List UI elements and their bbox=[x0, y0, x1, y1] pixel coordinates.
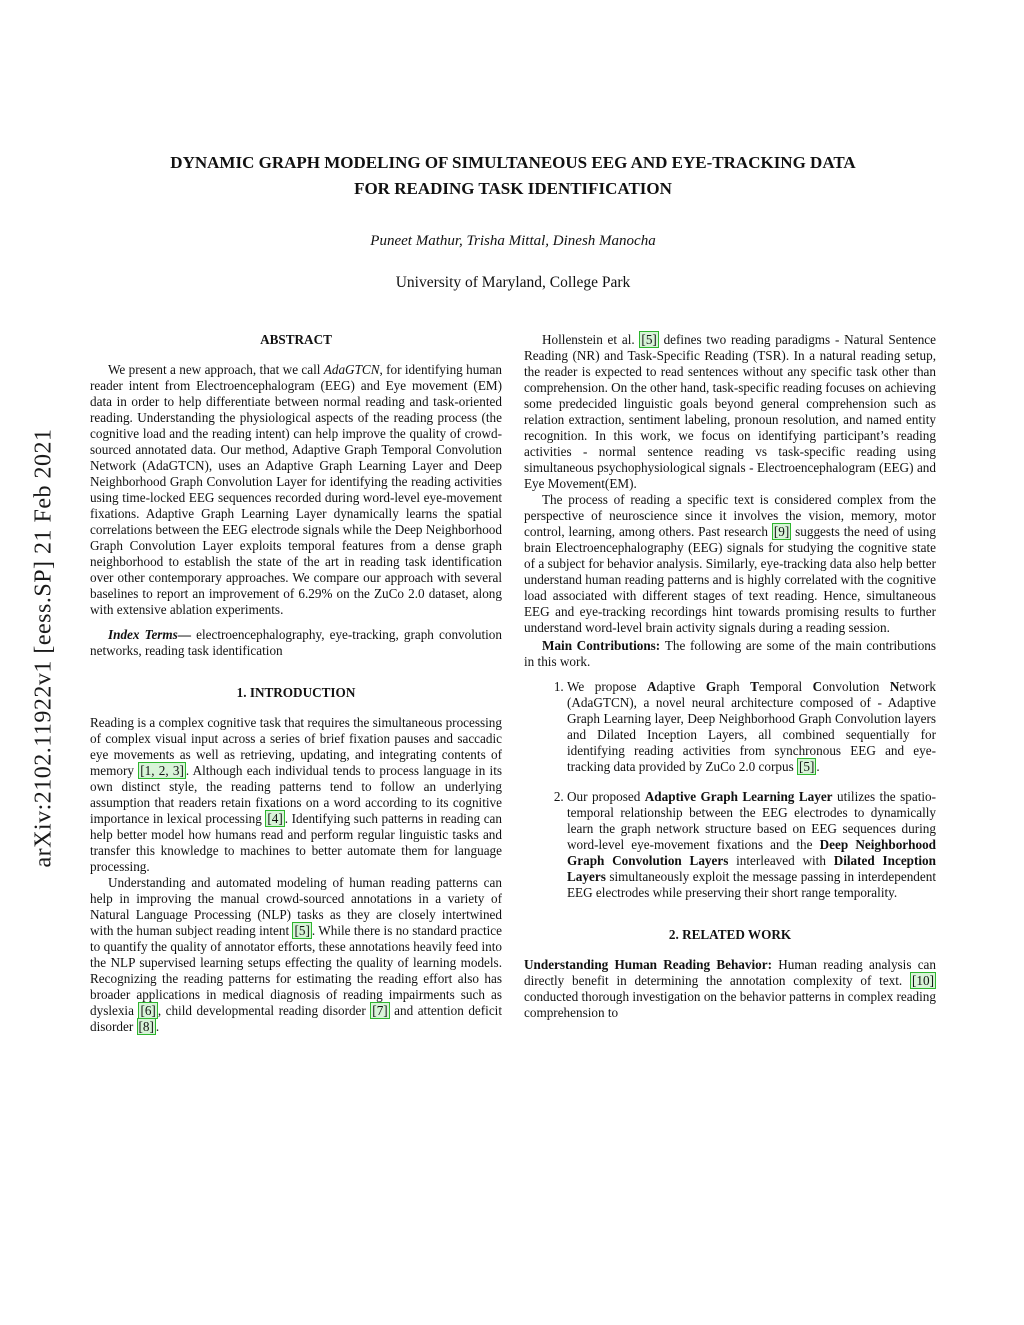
reading-process-paragraph bbox=[524, 492, 936, 636]
index-terms-paragraph bbox=[90, 627, 502, 659]
text-run: . Identifying such patterns in reading can help better model how humans read and perform regular linguistic tasks and transfer this knowledge to machines to better automate them for language processing. bbox=[90, 810, 503, 874]
text-run: Deep Neighborhood Graph Convolution Layers bbox=[567, 836, 936, 868]
title-line-2: FOR READING TASK IDENTIFICATION bbox=[354, 179, 672, 199]
text-run: AdaGTCN bbox=[323, 361, 380, 377]
paper-content bbox=[90, 150, 936, 1035]
text-run: C bbox=[812, 678, 823, 694]
text-run: . While there is no standard practice to quantify the quality of annotator efforts, these annotations heavily feed into the NLP supervised learning setups effecting the quality of learning models. Recognizing the reading patterns for estimating the reading effort also has broader applications in medical diagnosis of reading impairments such as dyslexia bbox=[90, 922, 502, 1018]
text-run: simultaneously exploit the message passing in interdependent EEG electrodes while preserving their short range temporality. bbox=[567, 868, 936, 900]
citation-link[interactable]: [6] bbox=[140, 1002, 156, 1018]
text-run: . bbox=[155, 1018, 160, 1034]
text-run: The following are some of the main contributions in this work. bbox=[524, 637, 937, 669]
paper-title bbox=[90, 150, 936, 203]
contribution-item-2 bbox=[567, 789, 936, 901]
text-run: daptive bbox=[656, 678, 706, 694]
text-run: The process of reading a specific text is considered complex from the perspective of neuroscience since it involves the vision, memory, motor control, learning, among others. Past research bbox=[524, 491, 936, 539]
intro-paragraph-1 bbox=[90, 715, 502, 875]
related-work-paragraph bbox=[524, 957, 936, 1021]
text-run: We present a new approach, that we call bbox=[108, 361, 324, 377]
text-run: We propose bbox=[567, 678, 648, 694]
text-run: utilizes the spatio-temporal relationship between the EEG electrodes to dynamically learn the graph network structure based on EEG sequences during word-level eye-movement fixations and the bbox=[567, 788, 937, 852]
contributions-list bbox=[524, 679, 936, 901]
text-run: electroencephalography, eye-tracking, graph convolution networks, reading task identification bbox=[90, 626, 502, 658]
citation-link[interactable]: [5] bbox=[641, 331, 657, 347]
reading-paradigms-paragraph bbox=[524, 332, 936, 492]
text-run: . Although each individual tends to process language in its own distinct style, the reading patterns tend to follow an underlying assumption that readers retain fixations on a word according to its cognitive importance in lexical processing bbox=[90, 762, 502, 826]
text-run: Main Contributions: bbox=[542, 637, 665, 653]
left-column bbox=[90, 332, 502, 1035]
abstract-paragraph bbox=[90, 362, 502, 618]
text-run: onvolution bbox=[822, 678, 890, 694]
text-run: Understanding and automated modeling of human reading patterns can help in improving the manual crowd-sourced annotations in a variety of Natural Language Processing (NLP) tasks as they are closely intertwined with the human subject reading intent bbox=[90, 874, 502, 938]
text-run: Adaptive Graph Learning Layer bbox=[644, 788, 833, 804]
abstract-heading: ABSTRACT bbox=[260, 331, 332, 347]
text-run: interleaved with bbox=[728, 852, 834, 868]
text-run: raph bbox=[716, 678, 751, 694]
text-run: Index Terms— bbox=[108, 626, 197, 642]
main-contributions-paragraph bbox=[524, 638, 936, 670]
text-run: A bbox=[647, 678, 657, 694]
citation-link[interactable]: [4] bbox=[267, 810, 283, 826]
citation-link[interactable]: [7] bbox=[372, 1002, 388, 1018]
text-run: . bbox=[816, 758, 820, 774]
text-run: emporal bbox=[758, 678, 813, 694]
citation-link[interactable]: [9] bbox=[773, 523, 790, 539]
text-run: suggests the need of using brain Electroencephalography (EEG) signals for studying the cognitive state of a subject for behavior analysis. Similarly, eye-tracking data also help better understand human reading patterns and is highly correlated with the cognitive load associated with different stages of text reading. Hence, simultaneous EEG and eye-tracking recordings hint towards promising results to further understand word-level brain activity signals during a reading session. bbox=[524, 523, 936, 635]
text-run: etwork (AdaGTCN), a novel neural architecture composed of - Adaptive Graph Learning layer, Deep Neighborhood Graph Convolution layers and Dilated Inception Layers, all combined sequentially for identifying reading activities from synchronous EEG and eye-tracking data provided by ZuCo 2.0 corpus bbox=[567, 678, 937, 774]
text-run: T bbox=[750, 678, 759, 694]
citation-link[interactable]: [1, 2, 3] bbox=[140, 762, 184, 778]
text-run: , child developmental reading disorder bbox=[157, 1002, 371, 1018]
title-line-1: DYNAMIC GRAPH MODELING OF SIMULTANEOUS EEG AND EYE-TRACKING DATA bbox=[170, 153, 856, 172]
text-run: , for identifying human reader intent from Electroencephalogram (EEG) and Eye movement (EM) data in order to help differentiate between normal reading and task-oriented reading. Understanding the physiological aspects of the reading process (the cognitive load and the reading intent) can help improve the quality of crowd-sourced annotated data. Our method, Adaptive Graph Temporal Convolution Network (AdaGTCN), uses an Adaptive Graph Learning Layer and Deep Neighborhood Graph Convolution Layer for identifying the reading activities using time-locked EEG sequences recorded during word-level eye-movement fixations. Adaptive Graph Learning Layer dynamically learns the spatial correlations between the EEG electrode signals while the Deep Neighborhood Graph Convolution Layer exploits temporal features from a dense graph neighborhood to establish the state of the art in reading task identification over other contemporary approaches. We compare our approach with several baselines to report an improvement of 6.29% on the ZuCo 2.0 dataset, along with extensive ablation experiments. bbox=[90, 361, 502, 617]
citation-link[interactable]: [10] bbox=[912, 972, 934, 988]
citation-link[interactable]: [5] bbox=[294, 922, 310, 938]
arxiv-watermark: arXiv:2102.11922v1 [eess.SP] 21 Feb 2021 bbox=[30, 428, 57, 868]
text-run: Reading is a complex cognitive task that requires the simultaneous processing of complex visual input across a series of brief fixation pauses and saccadic eye movements as well as retrieving, updating, and integrating contents of memory bbox=[90, 714, 502, 778]
introduction-heading: 1. INTRODUCTION bbox=[236, 684, 356, 700]
text-run: conducted thorough investigation on the behavior patterns in complex reading comprehension to bbox=[524, 988, 936, 1020]
intro-paragraph-2 bbox=[90, 875, 502, 1035]
right-column bbox=[524, 332, 936, 1035]
text-run: defines two reading paradigms - Natural Sentence Reading (NR) and Task-Specific Reading (TSR). In a natural reading setup, the reader is expected to read sentences without any specific task other than comprehension. On the other hand, task-specific reading focuses on achieving some predecided linguistic goals beyond general comprehension such as relation extraction, sentiment labeling, pronoun resolution, and named entity recognition. In this work, we focus on identifying participant’s reading activities - normal sentence reading vs task-specific reading using simultaneous psychophysiological signals - Electroencephalogram (EEG) and Eye Movement(EM). bbox=[524, 331, 937, 491]
text-run: Hollenstein et al. bbox=[542, 331, 640, 347]
citation-link[interactable]: [5] bbox=[799, 758, 815, 774]
two-column-body bbox=[90, 332, 936, 1035]
contribution-item-1 bbox=[567, 679, 936, 775]
text-run: and attention deficit disorder bbox=[90, 1002, 502, 1034]
related-work-heading: 2. RELATED WORK bbox=[668, 926, 792, 942]
text-run: Understanding Human Reading Behavior: bbox=[524, 956, 779, 972]
citation-link[interactable]: [8] bbox=[138, 1018, 154, 1034]
affiliation-line: University of Maryland, College Park bbox=[395, 273, 631, 291]
authors-line: Puneet Mathur, Trisha Mittal, Dinesh Manocha bbox=[370, 232, 656, 249]
text-run: G bbox=[705, 678, 717, 694]
text-run: Our proposed bbox=[567, 788, 645, 804]
text-run: Dilated Inception Layers bbox=[567, 852, 936, 884]
text-run: N bbox=[889, 678, 900, 694]
text-run: Human reading analysis can directly benefit in determining the annotation complexity of text. bbox=[524, 956, 936, 988]
